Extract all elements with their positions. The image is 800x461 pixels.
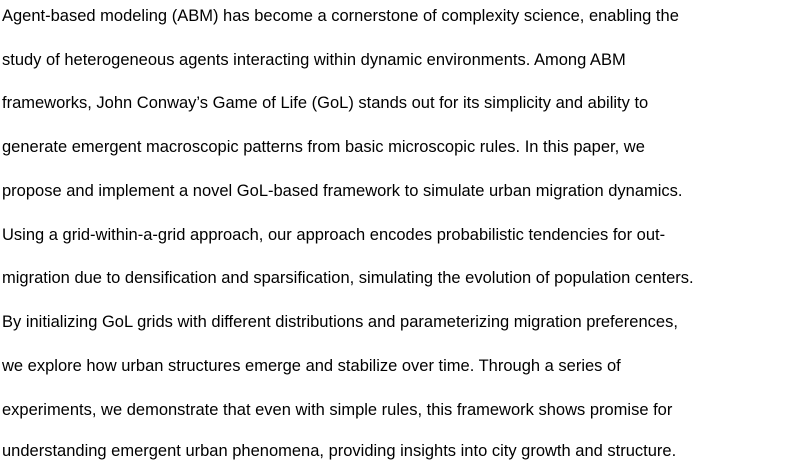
text-line: understanding emergent urban phenomena, providing insights into city growth and structure.	[2, 442, 677, 460]
text-line: experiments, we demonstrate that even with simple rules, this framework shows promise for	[2, 401, 673, 419]
text-line: migration due to densification and sparsification, simulating the evolution of population centers.	[2, 269, 694, 287]
text-line: generate emergent macroscopic patterns from basic microscopic rules. In this paper, we	[2, 138, 645, 156]
text-line: By initializing GoL grids with different distributions and parameterizing migration preferences,	[2, 313, 678, 331]
text-line: frameworks, John Conway’s Game of Life (GoL) stands out for its simplicity and ability to	[2, 94, 649, 112]
text-line: we explore how urban structures emerge and stabilize over time. Through a series of	[2, 357, 621, 375]
text-line: study of heterogeneous agents interacting within dynamic environments. Among ABM	[2, 51, 626, 69]
text-line: Agent-based modeling (ABM) has become a cornerstone of complexity science, enabling the	[2, 7, 679, 25]
text-line: Using a grid-within-a-grid approach, our approach encodes probabilistic tendencies for out-	[2, 226, 666, 244]
text-line: propose and implement a novel GoL-based framework to simulate urban migration dynamics.	[2, 182, 683, 200]
